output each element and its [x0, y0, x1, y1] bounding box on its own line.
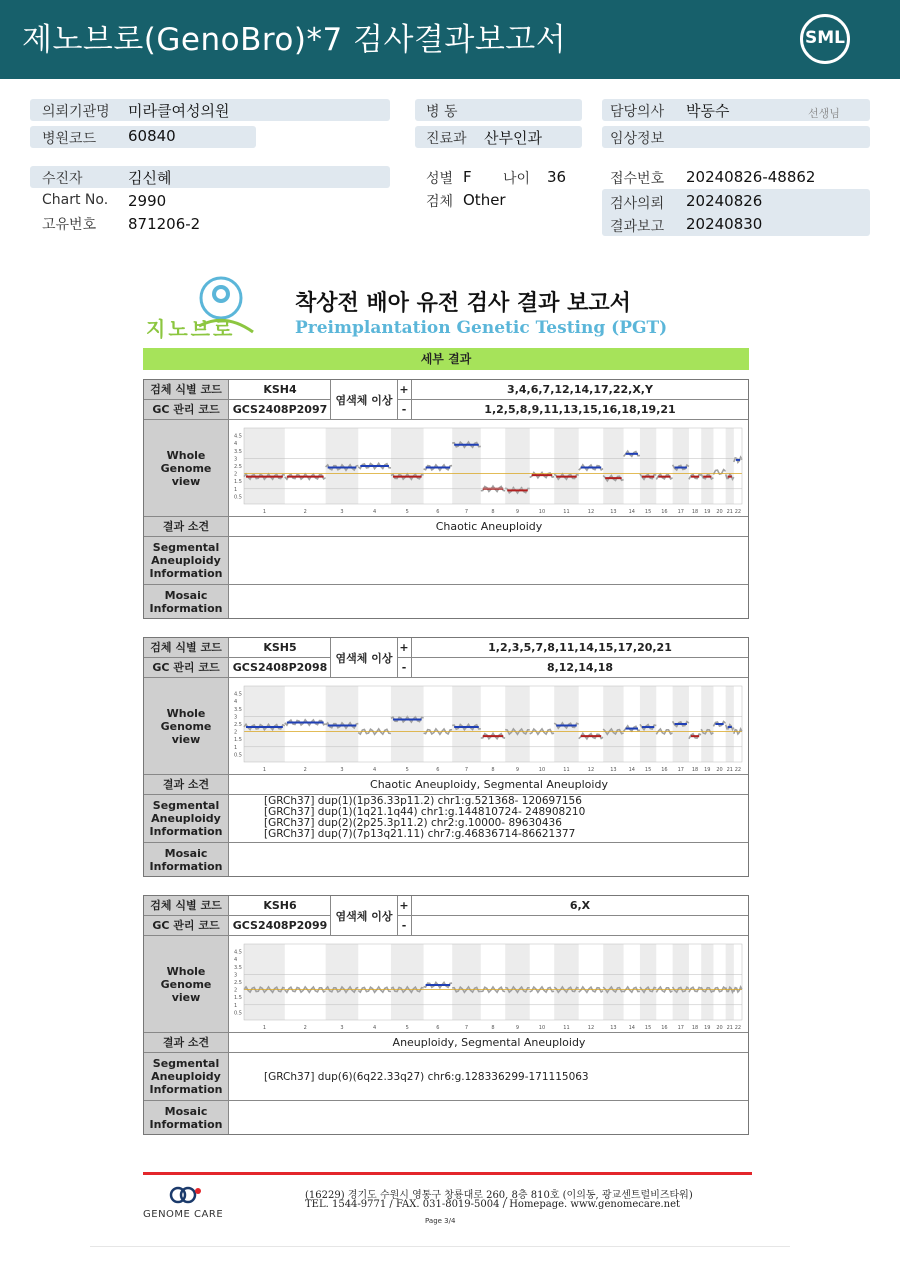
hospital-code-label: 병원코드 [42, 131, 97, 147]
x-tick-label: 7 [464, 1025, 469, 1031]
x-tick-label: 7 [464, 767, 469, 773]
x-tick-label: 22 [734, 509, 742, 515]
x-tick-label: 17 [677, 509, 684, 515]
y-tick-label: 2.5 [234, 980, 242, 986]
age-label: 나이 [503, 171, 531, 187]
chromosome-band [701, 428, 713, 504]
divider [411, 658, 412, 677]
x-tick-label: 11 [563, 767, 570, 773]
x-tick-label: 14 [628, 767, 635, 773]
loss-chromosomes: 1,2,5,8,9,11,13,15,16,18,19,21 [484, 403, 676, 416]
genome-label: Whole Genome view [144, 678, 229, 774]
gc-code-value: GCS2408P2098 [232, 661, 328, 674]
divider [397, 896, 398, 915]
x-tick-label: 12 [587, 1025, 595, 1031]
x-tick-label: 22 [734, 1025, 742, 1031]
x-tick-label: 7 [464, 509, 469, 515]
result-label: 결과 소견 [144, 517, 229, 536]
sample-code-row [144, 380, 748, 400]
id-label: 고유번호 [42, 217, 97, 233]
y-tick-label: 4 [234, 699, 238, 706]
chromosome-band [603, 428, 623, 504]
x-tick-label: 10 [538, 1025, 546, 1031]
x-tick-label: 20 [716, 767, 723, 773]
sample-code-value: KSH5 [263, 641, 297, 654]
y-tick-label: 4.5 [234, 691, 242, 698]
genome-plot [230, 678, 748, 774]
x-tick-label: 16 [661, 1025, 668, 1031]
bottom-divider [90, 1246, 790, 1247]
gc-code-label: GC 관리 코드 [144, 658, 229, 677]
x-tick-label: 10 [538, 767, 546, 773]
y-tick-label: 4 [234, 441, 238, 448]
loss-chromosomes: 8,12,14,18 [546, 661, 614, 674]
report-date-value: 20240830 [686, 215, 763, 233]
sample-code-label: 검체 식별 코드 [144, 896, 229, 915]
chromosome-band [452, 428, 481, 504]
chart-label: Chart No. [42, 192, 109, 208]
segmental-row [144, 795, 748, 843]
chromosome-band [726, 944, 734, 1020]
chromosome-band [554, 686, 578, 762]
sample-code-value: KSH6 [263, 899, 297, 912]
x-tick-label: 6 [436, 1025, 440, 1031]
x-tick-label: 20 [716, 1025, 723, 1031]
result-value: Chaotic Aneuploidy [435, 520, 543, 533]
y-tick-label: 2.5 [234, 722, 242, 728]
divider [411, 896, 412, 915]
patient-value: 김신혜 [128, 169, 172, 187]
y-tick-label: 1 [234, 744, 238, 751]
x-tick-label: 22 [734, 767, 742, 773]
result-label: 결과 소견 [144, 775, 229, 794]
chromosome-band [244, 686, 285, 762]
chromosome-band [505, 686, 529, 762]
report-date-label: 결과보고 [610, 219, 665, 235]
segmental-row [144, 537, 748, 585]
x-tick-label: 6 [436, 509, 440, 515]
genome-label: Whole Genome view [144, 936, 229, 1032]
genobro-logo-text: 지노브로 [146, 317, 236, 341]
chromosome-band [452, 686, 481, 762]
chromosome-band [554, 428, 578, 504]
chromosome-band [673, 944, 689, 1020]
y-tick-label: 2 [234, 729, 238, 736]
footer-rule [143, 1172, 752, 1175]
x-tick-label: 20 [716, 509, 723, 515]
x-tick-label: 4 [373, 767, 377, 773]
x-tick-label: 15 [644, 767, 652, 773]
chromosome-band [244, 944, 285, 1020]
x-tick-label: 21 [726, 509, 733, 515]
x-tick-label: 4 [373, 1025, 377, 1031]
gain-sign: + [399, 641, 409, 654]
sample-code-row [144, 896, 748, 916]
divider [397, 916, 398, 935]
x-tick-label: 3 [340, 767, 344, 773]
header-bar [0, 0, 900, 79]
divider [397, 380, 398, 399]
plot-frame [244, 428, 742, 504]
y-tick-label: 4 [234, 957, 238, 964]
chromosome-band [640, 428, 656, 504]
report-title: 제노브로(GenoBro)*7 검사결과보고서 [22, 22, 567, 58]
segmental-row [144, 1053, 748, 1101]
chromosome-band [452, 944, 481, 1020]
specimen-label: 검체 [426, 194, 454, 210]
x-tick-label: 21 [726, 767, 733, 773]
result-value: Chaotic Aneuploidy, Segmental Aneuploidy [370, 778, 608, 791]
x-tick-label: 13 [610, 509, 617, 515]
y-tick-label: 3 [234, 714, 238, 721]
y-tick-label: 1 [234, 1002, 238, 1009]
mosaic-label: Mosaic Information [144, 1101, 229, 1134]
mosaic-row [144, 1101, 748, 1134]
segmental-entry: [GRCh37] dup(2)(2p25.3p11.2) chr2:g.10000- 89630436 [264, 817, 562, 829]
gc-code-row [144, 658, 748, 678]
x-tick-label: 14 [628, 1025, 635, 1031]
chart-value: 2990 [128, 192, 167, 210]
segmental-label: Segmental Aneuploidy Information [144, 795, 229, 842]
gc-code-row [144, 400, 748, 420]
y-tick-label: 4.5 [234, 433, 242, 440]
report-heading: 착상전 배아 유전 검사 결과 보고서 [295, 291, 631, 316]
x-tick-label: 10 [538, 509, 546, 515]
sample-code-row [144, 638, 748, 658]
gc-code-label: GC 관리 코드 [144, 916, 229, 935]
chromosome-band [701, 686, 713, 762]
chromosome-band [326, 944, 359, 1020]
mosaic-row [144, 843, 748, 876]
y-tick-label: 4.5 [234, 949, 242, 956]
chromosome-band [391, 686, 424, 762]
loss-chromosomes [412, 916, 748, 935]
segmental-label: Segmental Aneuploidy Information [144, 1053, 229, 1100]
sample-code-label: 검체 식별 코드 [144, 380, 229, 399]
segmental-entry: [GRCh37] dup(1)(1p36.33p11.2) chr1:g.521368- 120697156 [264, 795, 582, 807]
y-tick-label: 3.5 [234, 964, 242, 971]
gc-code-value: GCS2408P2099 [232, 919, 328, 932]
x-tick-label: 19 [704, 1025, 711, 1031]
y-tick-label: 3.5 [234, 706, 242, 713]
x-tick-label: 8 [491, 1025, 495, 1031]
segmental-entry: [GRCh37] dup(6)(6q22.33q27) chr6:g.128336299-171115063 [264, 1071, 589, 1083]
x-tick-label: 1 [262, 767, 267, 773]
chrom-abnormality-label: 염색체 이상 [331, 380, 397, 420]
page-number: Page 3/4 [425, 1217, 456, 1225]
genome-row [144, 678, 748, 775]
gain-sign: + [399, 899, 409, 912]
footer-address: (16229) 경기도 수원시 영통구 창룡대로 260, 8층 810호 (이의동, 광교센트럴비즈타워) [305, 1190, 693, 1201]
divider [411, 400, 412, 419]
sml-logo-text: SML [805, 28, 845, 48]
x-tick-label: 12 [587, 767, 595, 773]
genome-care-logo-text: GENOME CARE [143, 1209, 224, 1220]
chromosome-band [603, 944, 623, 1020]
x-tick-label: 11 [563, 509, 570, 515]
result-row [144, 1033, 748, 1053]
y-tick-label: 1.5 [234, 479, 242, 486]
divider [411, 380, 412, 399]
chromosome-band [640, 944, 656, 1020]
x-tick-label: 15 [644, 1025, 652, 1031]
result-label: 결과 소견 [144, 1033, 229, 1052]
x-tick-label: 19 [704, 509, 711, 515]
footer-contact: TEL. 1544-9771 / FAX. 031-8019-5004 / Homepage. www.genomecare.net [305, 1199, 681, 1210]
request-label: 검사의뢰 [610, 196, 665, 212]
x-tick-label: 19 [704, 767, 711, 773]
doctor-suffix: 선생님 [808, 107, 840, 120]
divider [411, 638, 412, 657]
age-value: 36 [547, 168, 567, 186]
segmental-entry: [GRCh37] dup(1)(1q21.1q44) chr1:g.144810724- 248908210 [264, 806, 586, 818]
receipt-value: 20240826-48862 [686, 168, 816, 186]
x-tick-label: 3 [340, 509, 344, 515]
genome-label: Whole Genome view [144, 420, 229, 516]
sml-logo [800, 14, 850, 64]
x-tick-label: 8 [491, 767, 495, 773]
x-tick-label: 16 [661, 767, 668, 773]
ward-label: 병 동 [426, 104, 458, 120]
specimen-value: Other [463, 191, 506, 209]
x-tick-label: 1 [262, 1025, 267, 1031]
patient-pill [30, 166, 390, 188]
chromosome-band [244, 428, 285, 504]
chromosome-band [391, 944, 424, 1020]
chromosome-band [701, 944, 713, 1020]
plot-frame [244, 944, 742, 1020]
x-tick-label: 8 [491, 509, 495, 515]
result-row [144, 517, 748, 537]
x-tick-label: 5 [405, 767, 409, 773]
x-tick-label: 9 [515, 767, 520, 773]
x-tick-label: 2 [303, 767, 307, 773]
y-tick-label: 1.5 [234, 737, 242, 744]
mosaic-value [230, 1101, 748, 1134]
mosaic-label: Mosaic Information [144, 843, 229, 876]
y-tick-label: 0.5 [234, 752, 242, 759]
divider [397, 658, 398, 677]
y-tick-label: 0.5 [234, 494, 242, 501]
patient-label: 수진자 [42, 171, 83, 187]
result-row [144, 775, 748, 795]
x-tick-label: 2 [303, 1025, 307, 1031]
receipt-label: 접수번호 [610, 171, 665, 187]
gain-sign: + [399, 383, 409, 396]
loss-sign: - [401, 919, 407, 932]
gc-code-value: GCS2408P2097 [232, 403, 328, 416]
chrom-abnormality-label: 염색체 이상 [331, 638, 397, 678]
gain-chromosomes: 6,X [569, 899, 591, 912]
y-tick-label: 0.5 [234, 1010, 242, 1017]
genome-plot [230, 420, 748, 516]
institution-value: 미라클여성의원 [128, 102, 230, 120]
genome-row [144, 936, 748, 1033]
chromosome-band [554, 944, 578, 1020]
x-tick-label: 9 [515, 1025, 520, 1031]
divider [411, 916, 412, 935]
sample-code-value: KSH4 [263, 383, 297, 396]
divider [397, 400, 398, 419]
mosaic-label: Mosaic Information [144, 585, 229, 618]
y-tick-label: 2 [234, 471, 238, 478]
sample-section [143, 895, 749, 1135]
mosaic-row [144, 585, 748, 618]
x-tick-label: 14 [628, 509, 635, 515]
y-tick-label: 1 [234, 486, 238, 493]
x-tick-label: 18 [691, 509, 699, 515]
loss-sign: - [401, 403, 407, 416]
sample-section [143, 379, 749, 619]
genome-plot [230, 936, 748, 1032]
sex-label: 성별 [426, 171, 454, 187]
x-tick-label: 17 [677, 767, 684, 773]
y-tick-label: 3.5 [234, 448, 242, 455]
x-tick-label: 18 [691, 1025, 699, 1031]
x-tick-label: 21 [726, 1025, 733, 1031]
chromosome-band [391, 428, 424, 504]
x-tick-label: 15 [644, 509, 652, 515]
id-value: 871206-2 [128, 215, 201, 233]
segmental-entry: [GRCh37] dup(7)(7p13q21.11) chr7:g.46836714-86621377 [264, 828, 576, 840]
chromosome-band [603, 686, 623, 762]
gain-chromosomes: 1,2,3,5,7,8,11,14,15,17,20,21 [488, 641, 672, 654]
chrom-abnormality-label: 염색체 이상 [331, 896, 397, 936]
segmental-label: Segmental Aneuploidy Information [144, 537, 229, 584]
y-tick-label: 3 [234, 456, 238, 463]
x-tick-label: 17 [677, 1025, 684, 1031]
genome-care-logo-icon [166, 1185, 206, 1205]
doctor-value: 박동수 [686, 102, 730, 120]
x-tick-label: 6 [436, 767, 440, 773]
y-tick-label: 1.5 [234, 995, 242, 1002]
loss-sign: - [401, 661, 407, 674]
gc-code-label: GC 관리 코드 [144, 400, 229, 419]
clinical-label: 임상정보 [610, 131, 665, 147]
genome-row [144, 420, 748, 517]
y-tick-label: 2 [234, 987, 238, 994]
hospital-code-value: 60840 [128, 127, 176, 145]
sex-value: F [463, 168, 472, 186]
x-tick-label: 18 [691, 767, 699, 773]
sample-section [143, 637, 749, 877]
chromosome-band [505, 944, 529, 1020]
x-tick-label: 5 [405, 1025, 409, 1031]
mosaic-value [230, 585, 748, 618]
x-tick-label: 9 [515, 509, 520, 515]
dept-value: 산부인과 [484, 129, 542, 147]
x-tick-label: 5 [405, 509, 409, 515]
sample-code-label: 검체 식별 코드 [144, 638, 229, 657]
x-tick-label: 13 [610, 767, 617, 773]
mosaic-value [230, 843, 748, 876]
gc-code-row [144, 916, 748, 936]
y-tick-label: 3 [234, 972, 238, 979]
x-tick-label: 1 [262, 509, 267, 515]
x-tick-label: 2 [303, 509, 307, 515]
divider [397, 638, 398, 657]
x-tick-label: 4 [373, 509, 377, 515]
x-tick-label: 13 [610, 1025, 617, 1031]
institution-label: 의뢰기관명 [42, 104, 110, 120]
chromosome-band [726, 428, 734, 504]
section-title: 세부 결과 [143, 348, 749, 370]
y-tick-label: 2.5 [234, 464, 242, 470]
report-subheading: Preimplantation Genetic Testing (PGT) [295, 318, 668, 338]
x-tick-label: 12 [587, 509, 595, 515]
doctor-label: 담당의사 [610, 104, 665, 120]
x-tick-label: 3 [340, 1025, 344, 1031]
result-value: Aneuploidy, Segmental Aneuploidy [392, 1036, 586, 1049]
dept-label: 진료과 [426, 131, 467, 147]
x-tick-label: 11 [563, 1025, 570, 1031]
request-value: 20240826 [686, 192, 763, 210]
x-tick-label: 16 [661, 509, 668, 515]
gain-chromosomes: 3,4,6,7,12,14,17,22,X,Y [507, 383, 653, 396]
